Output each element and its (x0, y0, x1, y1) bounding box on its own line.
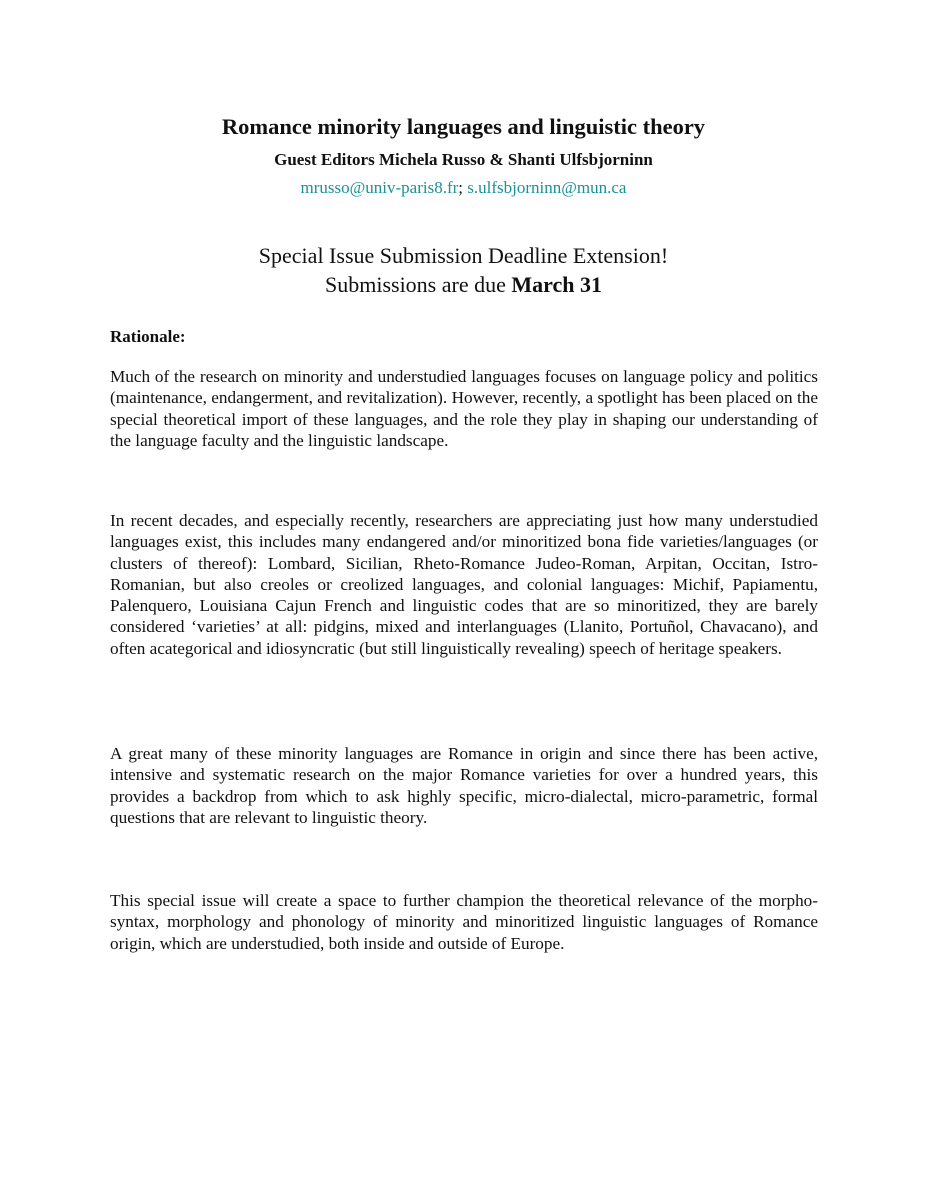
rationale-paragraph: A great many of these minority languages are Romance in origin and since there has been active, intensive and systematic research on the major Romance varieties for over a hundred years, this provides a backdrop from which to ask highly specific, micro-dialectal, micro-parametric, formal questions that are relevant to linguistic theory. (110, 744, 818, 827)
submission-due-line (0, 270, 927, 299)
rationale-paragraph: This special issue will create a space to further champion the theoretical relevance of the morpho-syntax, morphology and phonology of minority and minoritized linguistic languages of Romance origin, which are understudied, both inside and outside of Europe. (110, 891, 818, 953)
deadline-extension-line: Special Issue Submission Deadline Extension! (258, 243, 669, 268)
email-separator: ; (458, 178, 464, 197)
rationale-heading: Rationale: (110, 327, 186, 346)
email-link-russo[interactable]: mrusso@univ-paris8.fr (300, 178, 459, 197)
guest-editors-line: Guest Editors Michela Russo & Shanti Ulfsbjorninn (274, 150, 653, 169)
editor-emails (0, 176, 927, 200)
rationale-paragraph: Much of the research on minority and understudied languages focuses on language policy and politics (maintenance, endangerment, and revitalization). However, recently, a spotlight has been placed on the special theoretical import of these languages, and the role they play in shaping our understanding of the language faculty and the linguistic landscape. (110, 367, 818, 450)
submission-due-prefix: Submissions are due (324, 272, 506, 297)
submission-due-date: March 31 (511, 272, 603, 297)
document-title: Romance minority languages and linguistic theory (221, 114, 706, 139)
deadline-announcement (0, 241, 927, 299)
rationale-paragraph: In recent decades, and especially recently, researchers are appreciating just how many understudied languages exist, this includes many endangered and/or minoritized bona fide varieties/languages (or clusters of thereof): Lombard, Sicilian, Rheto-Romance Judeo-Roman, Arpitan, Occitan, Istro-Romanian, but also creoles or creolized languages, and colonial languages: Michif, Papiamentu, Palenquero, Louisiana Cajun French and linguistic codes that are so minoritized, they are barely considered ‘varieties’ at all: pidgins, mixed and interlanguages (Llanito, Portuñol, Chavacano), and often acategorical and idiosyncratic (but still linguistically revealing) speech of heritage speakers. (110, 511, 818, 658)
email-link-ulfsbjorninn[interactable]: s.ulfsbjorninn@mun.ca (467, 178, 627, 197)
